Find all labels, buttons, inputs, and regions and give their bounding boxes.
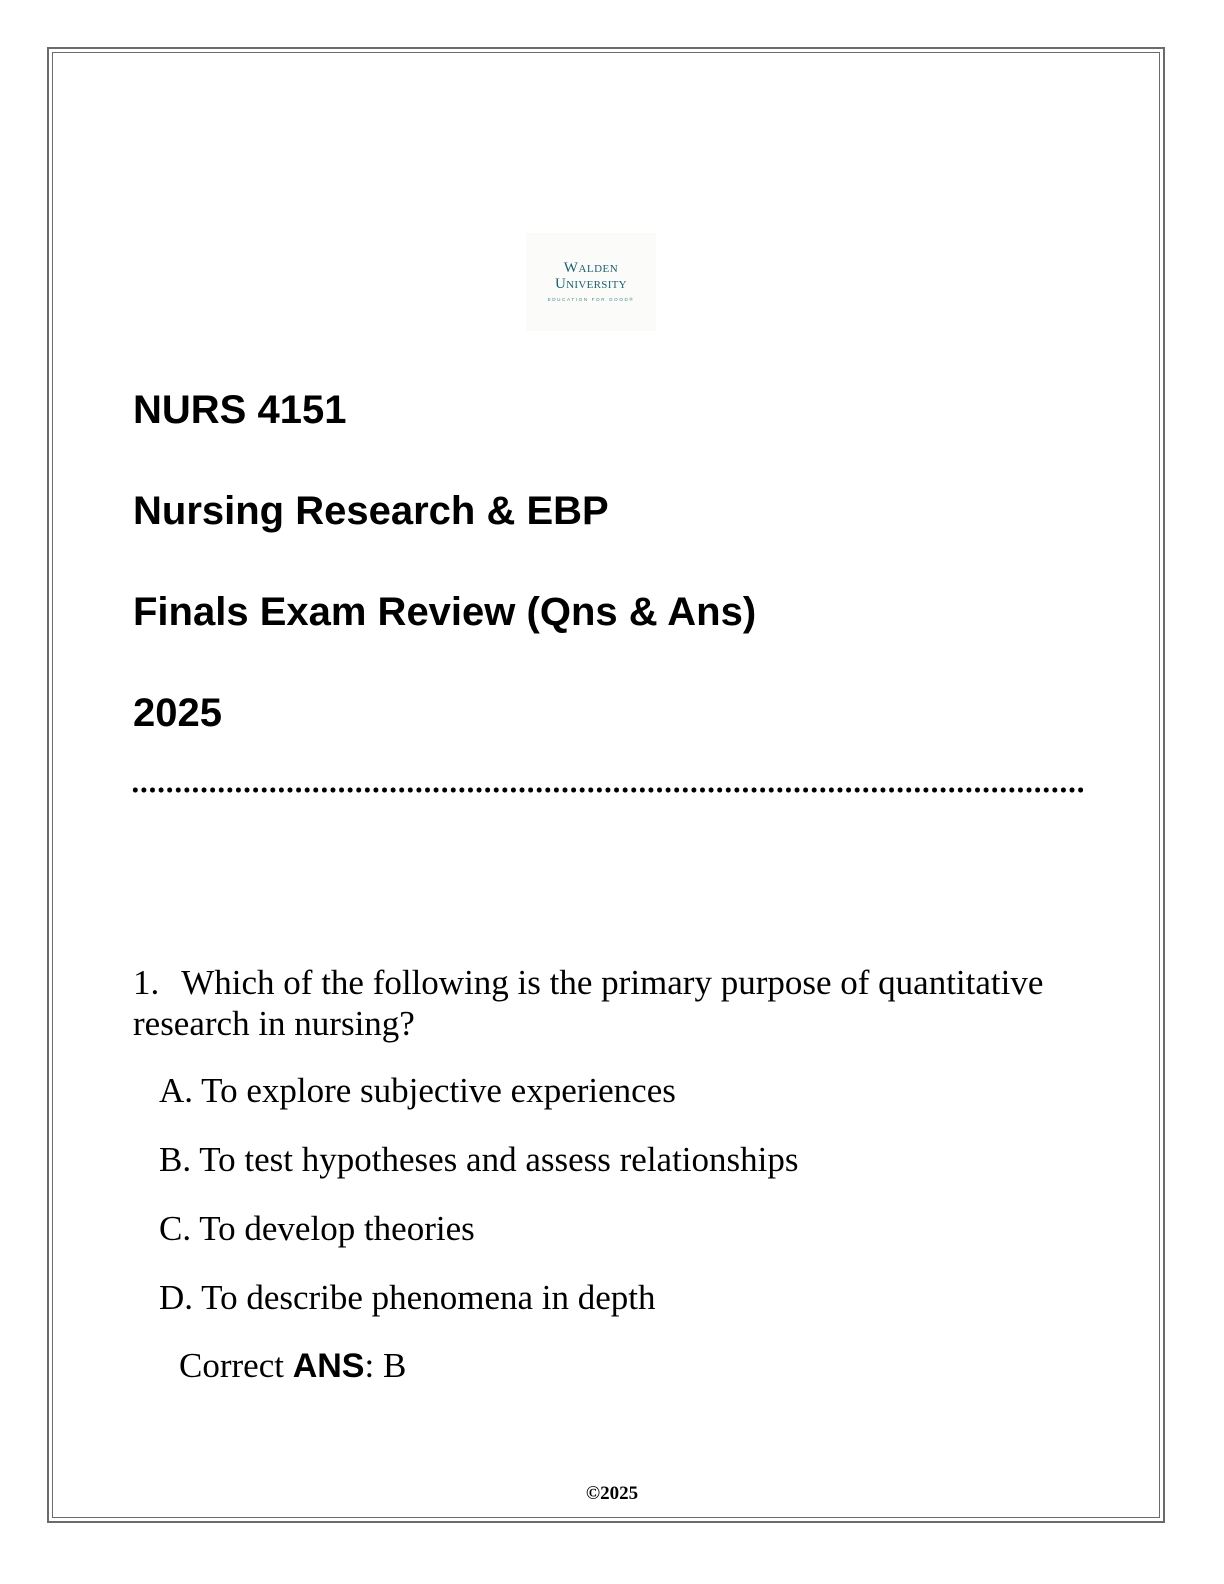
question-number: 1. xyxy=(133,963,160,1002)
university-logo xyxy=(526,233,656,331)
option-d: D. To describe phenomena in depth xyxy=(159,1278,656,1317)
option-b: B. To test hypotheses and assess relationships xyxy=(159,1140,799,1179)
correct-answer xyxy=(179,1345,406,1387)
answer-prefix: Correct xyxy=(179,1346,284,1385)
logo-line-1: Walden xyxy=(563,260,619,276)
copyright-footer: ©2025 xyxy=(585,1483,639,1504)
question-text: Which of the following is the primary purpose of quantitative research in nursing? xyxy=(133,963,1044,1043)
document-title: Finals Exam Review (Qns & Ans) xyxy=(133,590,757,634)
logo-tagline: EDUCATION FOR GOOD® xyxy=(547,297,635,302)
course-code: NURS 4151 xyxy=(133,388,347,432)
option-a: A. To explore subjective experiences xyxy=(159,1071,676,1110)
course-title: Nursing Research & EBP xyxy=(133,489,609,533)
dotted-divider xyxy=(131,787,1083,793)
answer-value: : B xyxy=(364,1346,407,1385)
answer-key-label: ANS xyxy=(292,1347,365,1385)
option-c: C. To develop theories xyxy=(159,1209,475,1248)
logo-line-2: University xyxy=(555,276,627,292)
question-1 xyxy=(133,962,1093,1044)
document-year: 2025 xyxy=(133,691,222,735)
